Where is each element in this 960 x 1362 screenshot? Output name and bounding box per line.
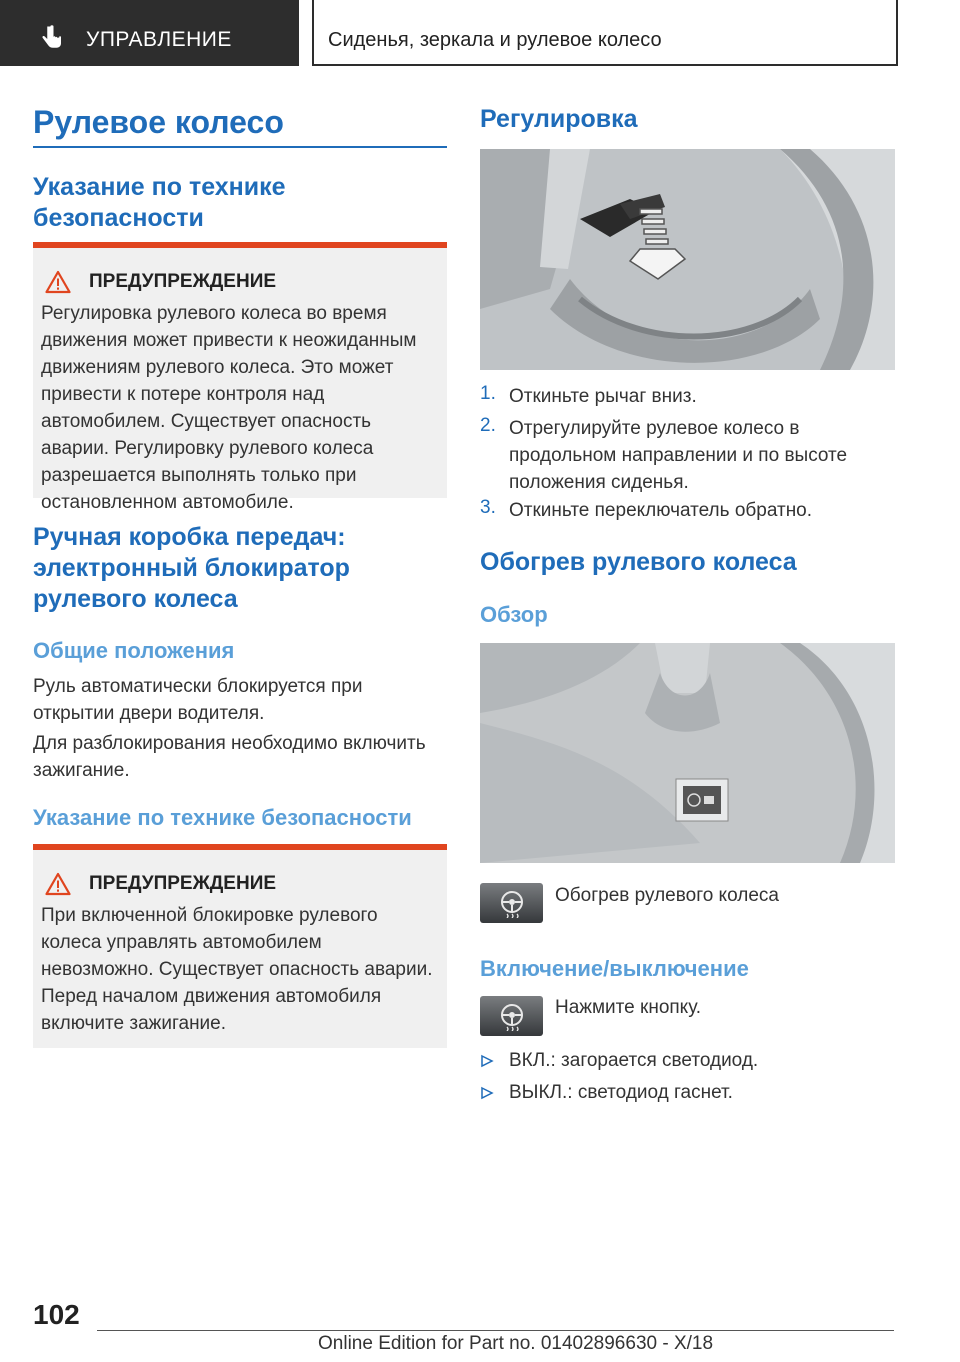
heating-label: Обогрев рулевого колеса <box>555 885 779 906</box>
step-text: Откиньте переключатель обратно. <box>509 500 813 521</box>
page-title: Рулевое колесо <box>33 104 284 140</box>
title-rule <box>33 146 447 148</box>
section-title: УПРАВЛЕНИЕ <box>86 28 232 51</box>
section-tab[interactable] <box>0 0 299 66</box>
warning-text: Регулировка рулевого колеса во время движения может привести к неожиданным движениям рулевого колеса. Это может привести к потере контроля над автомобилем. Существует опасность аварии. Регулировку рулевого колеса разрешается выполнять только при остановленном автомобиле. <box>41 303 417 513</box>
step-text: Отрегулируйте рулевое колесо в продольном направлении и по высоте положения сиденья. <box>509 418 848 493</box>
heating-button[interactable] <box>480 883 543 923</box>
warning-label: ПРЕДУПРЕЖДЕНИЕ <box>89 873 277 894</box>
general-paragraph-1: Руль автоматически блокируется при открытии двери водителя. <box>33 676 363 724</box>
overview-heading: Обзор <box>480 602 548 627</box>
heating-button-photo <box>480 643 895 863</box>
step-number: 3. <box>480 497 496 518</box>
warning-label: ПРЕДУПРЕЖДЕНИЕ <box>89 271 277 292</box>
hand-pointer-icon <box>36 24 66 54</box>
heating-toggle-button[interactable] <box>480 996 543 1036</box>
warning-box <box>33 242 447 513</box>
heating-heading: Обогрев рулевого колеса <box>480 548 797 576</box>
step-number: 2. <box>480 415 496 436</box>
warning-triangle-icon <box>45 872 71 896</box>
onoff-heading: Включение/выключение <box>480 956 749 981</box>
general-paragraph-2: Для разблокирования необходимо включить зажигание. <box>33 733 426 781</box>
step-number: 1. <box>480 383 496 404</box>
warning-text: При включенной блокировке рулевого колеса управлять автомобилем невозможно. Существует опасность аварии. Перед началом движения автомобиля включите зажигание. <box>41 905 433 1034</box>
breadcrumb-text: Сиденья, зеркала и рулевое колесо <box>328 29 662 51</box>
breadcrumb <box>312 0 898 66</box>
warning-triangle-icon <box>45 270 71 294</box>
bullet-triangle-icon <box>480 1086 494 1100</box>
steering-column-overview-illustration <box>480 643 895 863</box>
general-heading: Общие положения <box>33 638 235 663</box>
press-button-text: Нажмите кнопку. <box>555 997 702 1018</box>
footer-rule <box>97 1330 894 1331</box>
footer-edition: Online Edition for Part no. 01402896630 - X/18 <box>318 1333 714 1354</box>
bullet-text: ВКЛ.: загорается светодиод. <box>509 1050 759 1071</box>
safety-heading: Указание по технике безопасности <box>33 173 286 232</box>
steering-column-illustration <box>480 149 895 370</box>
page-number: 102 <box>33 1299 80 1330</box>
safety-heading-2: Указание по технике безопасности <box>33 805 412 830</box>
adjust-heading: Регулировка <box>480 105 638 133</box>
bullet-text: ВЫКЛ.: светодиод гаснет. <box>509 1082 733 1103</box>
bullet-triangle-icon <box>480 1054 494 1068</box>
steering-wheel-heating-icon <box>497 1001 527 1031</box>
steering-lever-photo <box>480 149 895 370</box>
warning-box-2 <box>33 844 447 1048</box>
step-text: Откиньте рычаг вниз. <box>509 386 697 407</box>
manual-transmission-heading: Ручная коробка передач: электронный блокиратор рулевого колеса <box>33 523 350 613</box>
steering-wheel-heating-icon <box>497 888 527 918</box>
